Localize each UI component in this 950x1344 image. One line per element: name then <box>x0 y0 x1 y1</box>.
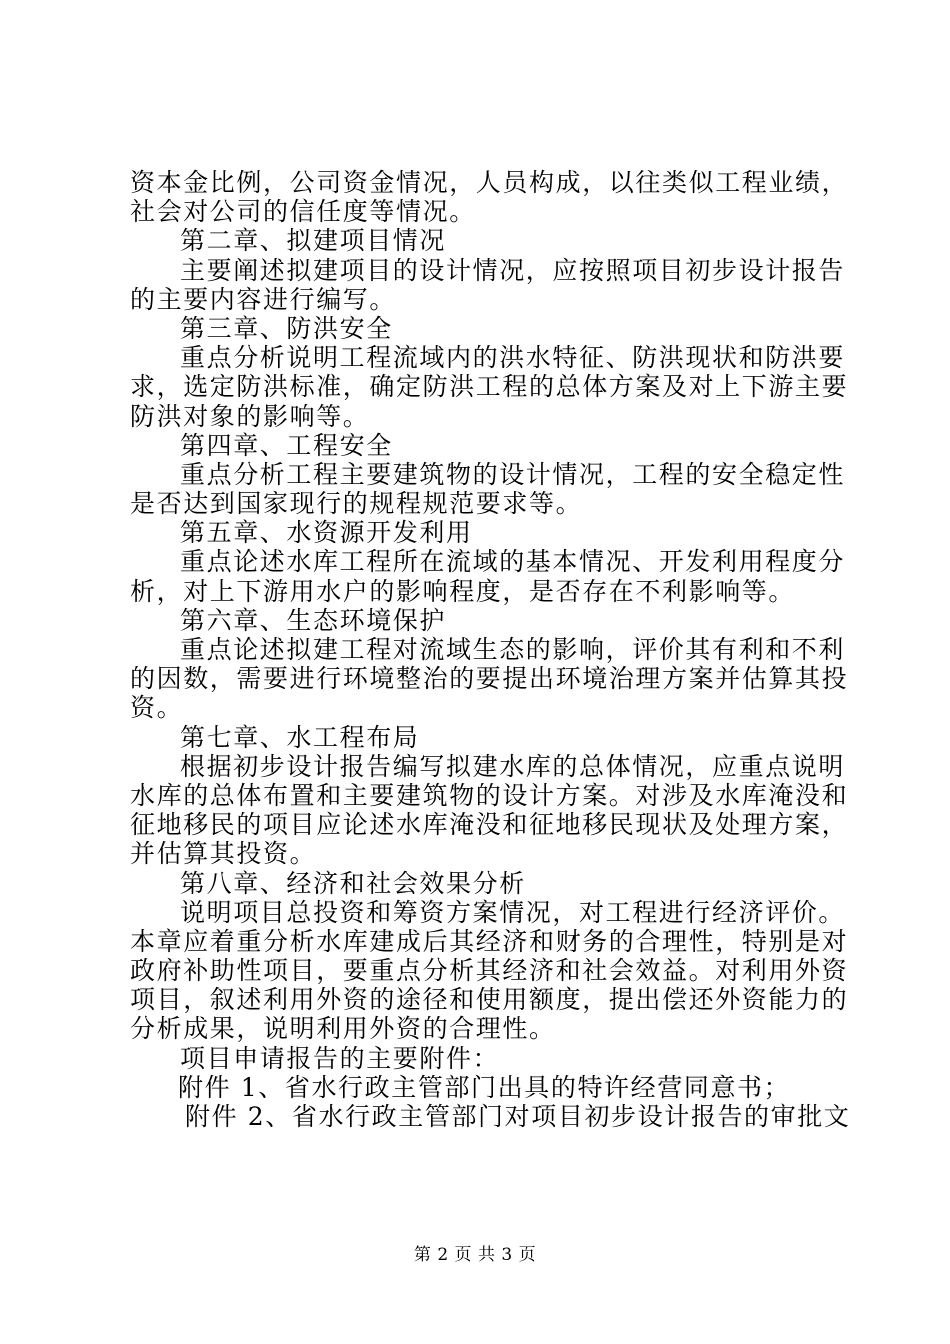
attachment-item: 附件 2、省水行政主管部门对项目初步设计报告的审批文 <box>185 1102 851 1131</box>
paragraph-line: 的主要内容进行编写。 <box>130 284 397 314</box>
paragraph-line: 项目，叙述利用外资的途径和使用额度，提出偿还外资能力的 <box>130 985 849 1015</box>
paragraph-line: 资本金比例，公司资金情况，人员构成，以往类似工程业绩， <box>130 168 849 197</box>
chapter-heading: 第四章、工程安全 <box>180 430 393 460</box>
paragraph-line: 重点论述拟建工程对流域生态的影响，评价其有利和不利 <box>180 635 846 664</box>
paragraph-line: 求，选定防洪标准，确定防洪工程的总体方案及对上下游主要 <box>130 372 849 402</box>
paragraph-line: 说明项目总投资和筹资方案情况，对工程进行经济评价。 <box>180 897 846 927</box>
attachments-heading: 项目申请报告的主要附件： <box>180 1043 500 1073</box>
chapter-heading: 第六章、生态环境保护 <box>180 605 447 635</box>
paragraph-line: 主要阐述拟建项目的设计情况，应按照项目初步设计报告 <box>180 255 846 285</box>
paragraph-line: 重点分析工程主要建筑物的设计情况，工程的安全稳定性 <box>180 459 846 489</box>
chapter-heading: 第二章、拟建项目情况 <box>180 226 447 256</box>
paragraph-line: 防洪对象的影响等。 <box>130 401 370 431</box>
paragraph-line: 水库的总体布置和主要建筑物的设计方案。对涉及水库淹没和 <box>130 780 849 810</box>
paragraph-line: 本章应着重分析水库建成后其经济和财务的合理性，特别是对 <box>130 926 849 956</box>
paragraph-line: 资。 <box>130 693 184 723</box>
paragraph-line: 社会对公司的信任度等情况。 <box>130 197 476 227</box>
paragraph-line: 的因数，需要进行环境整治的要提出环境治理方案并估算其投 <box>130 664 849 694</box>
chapter-heading: 第八章、经济和社会效果分析 <box>180 868 526 898</box>
paragraph-line: 重点分析说明工程流域内的洪水特征、防洪现状和防洪要 <box>180 343 846 373</box>
chapter-heading: 第三章、防洪安全 <box>180 313 393 343</box>
document-body <box>130 168 851 1131</box>
paragraph-line: 重点论述水库工程所在流域的基本情况、开发利用程度分 <box>180 547 846 577</box>
page-number-footer: 第 2 页 共 3 页 <box>413 1245 537 1265</box>
paragraph-line: 并估算其投资。 <box>130 839 317 869</box>
paragraph-line: 析，对上下游用水户的影响程度，是否存在不利影响等。 <box>130 576 796 606</box>
paragraph-line: 政府补助性项目，要重点分析其经济和社会效益。对利用外资 <box>130 956 849 986</box>
paragraph-line: 征地移民的项目应论述水库淹没和征地移民现状及处理方案， <box>130 810 849 840</box>
chapter-heading: 第七章、水工程布局 <box>180 722 420 752</box>
paragraph-line: 根据初步设计报告编写拟建水库的总体情况，应重点说明 <box>180 751 846 781</box>
paragraph-line: 是否达到国家现行的规程规范要求等。 <box>130 489 583 519</box>
paragraph-line: 分析成果，说明利用外资的合理性。 <box>130 1014 556 1044</box>
chapter-heading: 第五章、水资源开发利用 <box>180 518 473 548</box>
attachment-item: 附件 1、省水行政主管部门出具的特许经营同意书； <box>178 1072 791 1102</box>
